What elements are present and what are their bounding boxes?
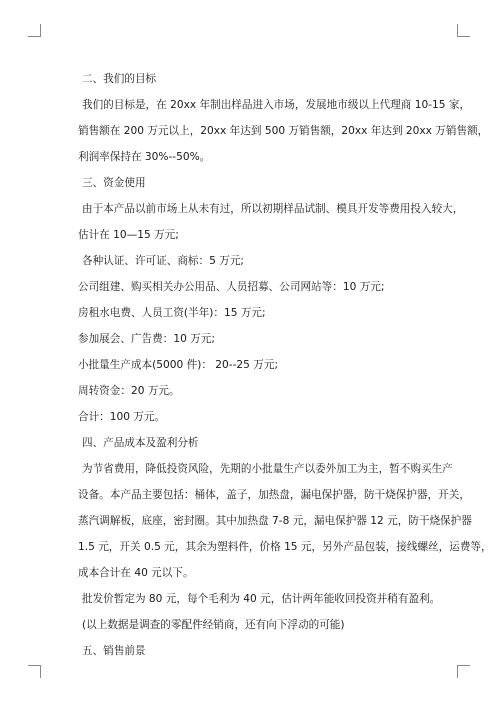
list-item: 各种认证、许可证、商标：5 万元; — [82, 255, 244, 267]
crop-mark-bottom-right — [457, 665, 470, 678]
paragraph-line: 销售额在 200 万元以上，20xx 年达到 500 万销售额，20xx 年达到 20xx 万销售额， — [78, 125, 489, 137]
crop-mark-bottom-left — [28, 665, 41, 678]
paragraph-line: 利润率保持在 30%--50%。 — [78, 151, 211, 163]
paragraph-line: 批发价暂定为 80 元，每个毛利为 40 元，估计两年能收回投资并稍有盈利。 — [82, 593, 441, 605]
heading-funds: 三、资金使用 — [82, 177, 146, 189]
heading-cost-profit: 四、产品成本及盈利分析 — [82, 437, 199, 449]
paragraph-line: (以上数据是调查的零配件经销商，还有向下浮动的可能) — [82, 619, 345, 631]
list-item: 周转资金：20 万元。 — [78, 385, 180, 397]
list-item: 房租水电费、人员工资(半年)：15 万元; — [78, 307, 266, 319]
list-item: 参加展会、广告费：10 万元; — [78, 333, 215, 345]
list-item: 公司组建、购买相关办公用品、人员招募、公司网站等：10 万元; — [78, 281, 385, 293]
paragraph-line: 为节省费用，降低投资风险，先期的小批量生产以委外加工为主，暂不购买生产 — [82, 463, 453, 475]
paragraph-line: 设备。本产品主要包括：桶体，盖子，加热盘，漏电保护器，防干烧保护器，开关， — [78, 489, 470, 501]
heading-sales-outlook: 五、销售前景 — [82, 645, 146, 657]
crop-mark-top-right — [457, 24, 470, 37]
paragraph-line: 蒸汽调解板，底座，密封圈。其中加热盘 7-8 元，漏电保护器 12 元，防干烧保护器 — [78, 515, 472, 527]
paragraph-line: 1.5 元，开关 0.5 元，其余为塑料件，价格 15 元，另外产品包装，接线螺丝，运费等， — [78, 541, 492, 553]
list-item: 小批量生产成本(5000 件)： 20--25 万元; — [78, 359, 279, 371]
crop-mark-top-left — [28, 24, 41, 37]
paragraph-line: 成本合计在 40 元以下。 — [78, 567, 194, 579]
paragraph-line: 由于本产品以前市场上从未有过，所以初期样品试制、模具开发等费用投入较大， — [82, 203, 464, 215]
paragraph-line: 我们的目标是，在 20xx 年制出样品进入市场，发展地市级以上代理商 10-15 家， — [82, 99, 471, 111]
heading-goals: 二、我们的目标 — [82, 73, 157, 85]
list-item-total: 合计：100 万元。 — [78, 411, 166, 423]
paragraph-line: 估计在 10—15 万元; — [78, 229, 179, 241]
